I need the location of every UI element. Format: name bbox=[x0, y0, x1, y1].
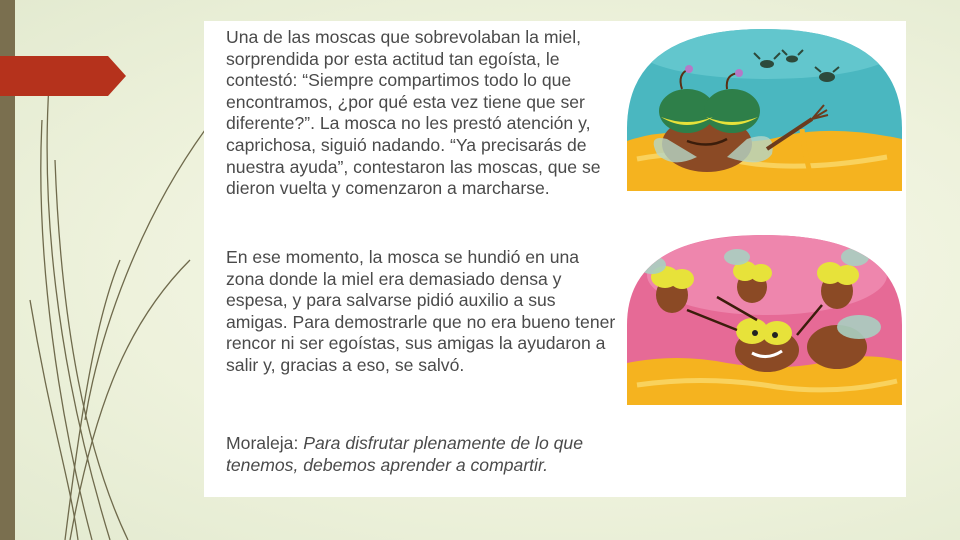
moral-text: Para disfrutar plenamente de lo que tenemos, debemos aprender a compartir. bbox=[226, 433, 583, 475]
story-page bbox=[204, 21, 906, 497]
story-paragraph-1 bbox=[226, 27, 616, 200]
red-tab-marker bbox=[0, 56, 126, 96]
paragraph-2-text: En ese momento, la mosca se hundió en una zona donde la miel era demasiado densa y espesa, y para salvarse pidió auxilio a sus amigas. Para demostrarle que no era bueno tener rencor ni ser egoístas, sus amigas la ayudaron a salir y, gracias a eso, se salvó. bbox=[226, 247, 616, 375]
moral-label: Moraleja: bbox=[226, 433, 299, 453]
fly-in-honey-illustration bbox=[627, 29, 902, 191]
moral-section bbox=[226, 433, 616, 476]
paragraph-1-text: Una de las moscas que sobrevolaban la miel, sorprendida por esta actitud tan egoísta, le contestó: “Siempre compartimos todo lo que encontramos, ¿por qué esta vez tiene que ser diferente?”. La mosca no les prestó atención y, caprichosa, siguió nadando. “Ya precisarás de nuestra ayuda”, contestaron las moscas, que se dieron vuelta y comenzaron a marcharse. bbox=[226, 27, 601, 199]
story-paragraph-2 bbox=[226, 247, 616, 377]
flies-rescue-illustration bbox=[627, 235, 902, 405]
